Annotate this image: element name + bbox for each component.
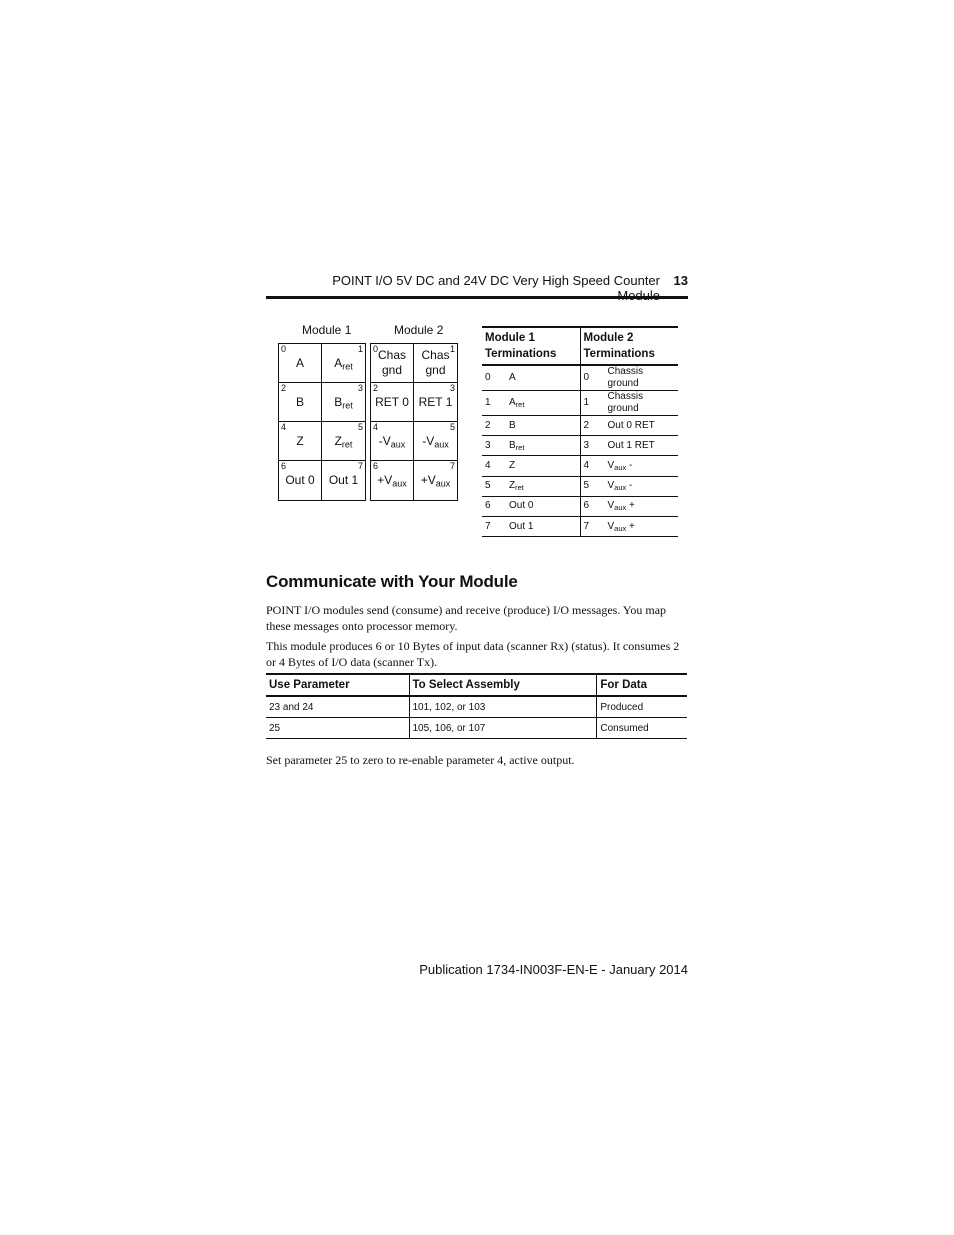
table-cell: Produced: [597, 696, 687, 718]
terminal-number: 1: [449, 344, 455, 354]
terminal-number: 6: [281, 461, 287, 471]
module-1-terminal-block: [278, 343, 366, 501]
module-1-terminal-number: 4: [482, 456, 506, 476]
module-1-terminal-signal: $B_{ret}$: [506, 436, 580, 456]
assembly-header-2: For Data: [597, 674, 687, 696]
terminal-label: Chas gnd: [377, 348, 406, 377]
module-2-terminal-1: [414, 344, 457, 383]
terminal-label: Z: [296, 433, 304, 448]
terminal-label: $-V_{aux}$: [378, 433, 406, 449]
module-2-terminal-number: 0: [580, 365, 605, 391]
module-2-terminal-number: 3: [580, 436, 605, 456]
module-2-terminal-2: [371, 383, 414, 422]
module-1-terminal-4: [279, 422, 322, 461]
section-title: Communicate with Your Module: [266, 572, 518, 591]
table-cell: 25: [266, 718, 409, 739]
module-2-terminal-number: 5: [580, 476, 605, 496]
module-1-terminal-signal: $Z_{ret}$: [506, 476, 580, 496]
paragraph-messages: POINT I/O modules send (consume) and receive (produce) I/O messages. You map these messages onto processor memory.: [266, 603, 667, 633]
paragraph-parameter-note: Set parameter 25 to zero to re-enable parameter 4, active output.: [266, 753, 575, 767]
table-row: [482, 456, 678, 476]
paragraph-bytes: This module produces 6 or 10 Bytes of input data (scanner Rx) (status). It consumes 2 or 4 Bytes of I/O data (scanner Tx).: [266, 639, 680, 669]
assembly-table: [266, 673, 687, 739]
table-row: [482, 365, 678, 391]
terminal-number: 4: [281, 422, 287, 432]
page-number: 13: [673, 273, 688, 288]
module-1-terminal-signal: Out 1: [506, 516, 580, 536]
terminal-label: $B_{ret}$: [334, 394, 353, 410]
module-2-terminal-number: 6: [580, 496, 605, 516]
module-1-terminal-number: 7: [482, 516, 506, 536]
module-2-terminal-number: 4: [580, 456, 605, 476]
module-2-terminal-signal: Chassis ground: [605, 391, 679, 416]
terminal-label: Chas gnd: [421, 348, 450, 377]
terminal-number: 7: [357, 461, 363, 471]
table-cell: 105, 106, or 107: [409, 718, 597, 739]
module-2-terminal-signal: Chassis ground: [605, 365, 679, 391]
terminations-header-module-1: Module 1 Terminations: [482, 327, 580, 365]
terminal-number: 2: [373, 383, 379, 393]
module-1-terminal-number: 5: [482, 476, 506, 496]
module-1-terminal-number: 3: [482, 436, 506, 456]
module-1-terminal-signal: A: [506, 365, 580, 391]
terminal-label: B: [295, 394, 304, 409]
terminal-number: 1: [357, 344, 363, 354]
terminal-number: 0: [281, 344, 287, 354]
table-cell: 101, 102, or 103: [409, 696, 597, 718]
terminal-number: 3: [449, 383, 455, 393]
module-1-terminal-5: [322, 422, 365, 461]
terminal-number: 5: [357, 422, 363, 432]
terminal-number: 6: [373, 461, 379, 471]
table-row: [482, 416, 678, 436]
terminal-number: 7: [449, 461, 455, 471]
module-1-terminal-2: [279, 383, 322, 422]
module-2-terminal-signal: $V_{aux}$ -: [605, 456, 679, 476]
module-1-label: Module 1: [302, 323, 352, 337]
terminal-label-subscript: aux: [392, 478, 407, 489]
module-1-terminal-signal: B: [506, 416, 580, 436]
terminal-label-subscript: ret: [341, 438, 353, 449]
module-2-terminal-number: 7: [580, 516, 605, 536]
assembly-header-1: To Select Assembly: [409, 674, 597, 696]
module-2-terminal-number: 2: [580, 416, 605, 436]
module-2-label: Module 2: [394, 323, 444, 337]
module-2-terminal-signal: $V_{aux}$ +: [605, 516, 679, 536]
table-row: [482, 391, 678, 416]
module-2-terminal-3: [414, 383, 457, 422]
terminal-number: 5: [449, 422, 455, 432]
module-2-terminal-signal: Out 1 RET: [605, 436, 679, 456]
terminal-label: RET 0: [375, 394, 409, 409]
terminal-label-subscript: ret: [342, 399, 353, 410]
table-row: [482, 516, 678, 536]
table-cell: 23 and 24: [266, 696, 409, 718]
module-2-terminal-number: 1: [580, 391, 605, 416]
header-rule: [266, 296, 688, 299]
terminal-label: Out 1: [328, 473, 359, 487]
module-1-terminal-0: [279, 344, 322, 383]
module-1-terminal-signal: $A_{ret}$: [506, 391, 580, 416]
module-1-terminal-number: 2: [482, 416, 506, 436]
terminal-label-subscript: aux: [434, 438, 449, 449]
module-2-terminal-signal: $V_{aux}$ +: [605, 496, 679, 516]
terminal-label: Out 0: [285, 473, 315, 487]
table-cell: Consumed: [597, 718, 687, 739]
module-1-terminal-number: 0: [482, 365, 506, 391]
terminal-label-subscript: aux: [435, 478, 451, 489]
module-1-terminal-1: [322, 344, 365, 383]
assembly-header-0: Use Parameter: [266, 674, 409, 696]
module-2-terminal-5: [414, 422, 457, 461]
module-1-terminal-signal: Out 0: [506, 496, 580, 516]
table-row: [266, 718, 687, 739]
terminations-table: [482, 326, 678, 537]
module-2-terminal-4: [371, 422, 414, 461]
terminal-label: $+V_{aux}$: [377, 473, 407, 489]
module-1-terminal-7: [322, 461, 365, 500]
module-1-terminal-6: [279, 461, 322, 500]
running-header-title: POINT I/O 5V DC and 24V DC Very High Speed Counter: [332, 273, 660, 288]
terminal-label: RET 1: [418, 394, 453, 409]
publication-footer: Publication 1734-IN003F-EN-E - January 2014: [419, 962, 688, 977]
table-row: [482, 496, 678, 516]
module-2-terminal-signal: Out 0 RET: [605, 416, 679, 436]
module-1-terminal-number: 6: [482, 496, 506, 516]
terminal-number: 3: [357, 383, 363, 393]
terminal-label-subscript: ret: [342, 360, 353, 371]
module-2-terminal-signal: $V_{aux}$ -: [605, 476, 679, 496]
terminal-label: $A_{ret}$: [334, 355, 353, 371]
table-row: [482, 436, 678, 456]
table-row: [266, 696, 687, 718]
module-1-terminal-number: 1: [482, 391, 506, 416]
module-2-terminal-0: [371, 344, 414, 383]
terminal-label: $Z_{ret}$: [334, 433, 353, 449]
terminal-number: 2: [281, 383, 287, 393]
terminations-header-module-2: Module 2 Terminations: [580, 327, 678, 365]
terminal-number: 0: [373, 344, 379, 354]
terminal-label: $-V_{aux}$: [422, 433, 449, 449]
module-1-terminal-signal: Z: [506, 456, 580, 476]
terminal-number: 4: [373, 422, 379, 432]
module-2-terminal-7: [414, 461, 457, 500]
terminal-label: $+V_{aux}$: [420, 473, 451, 489]
terminal-label: A: [295, 355, 304, 370]
terminal-label-subscript: aux: [390, 438, 406, 449]
module-2-terminal-6: [371, 461, 414, 500]
module-2-terminal-block: [370, 343, 458, 501]
module-1-terminal-3: [322, 383, 365, 422]
table-row: [482, 476, 678, 496]
